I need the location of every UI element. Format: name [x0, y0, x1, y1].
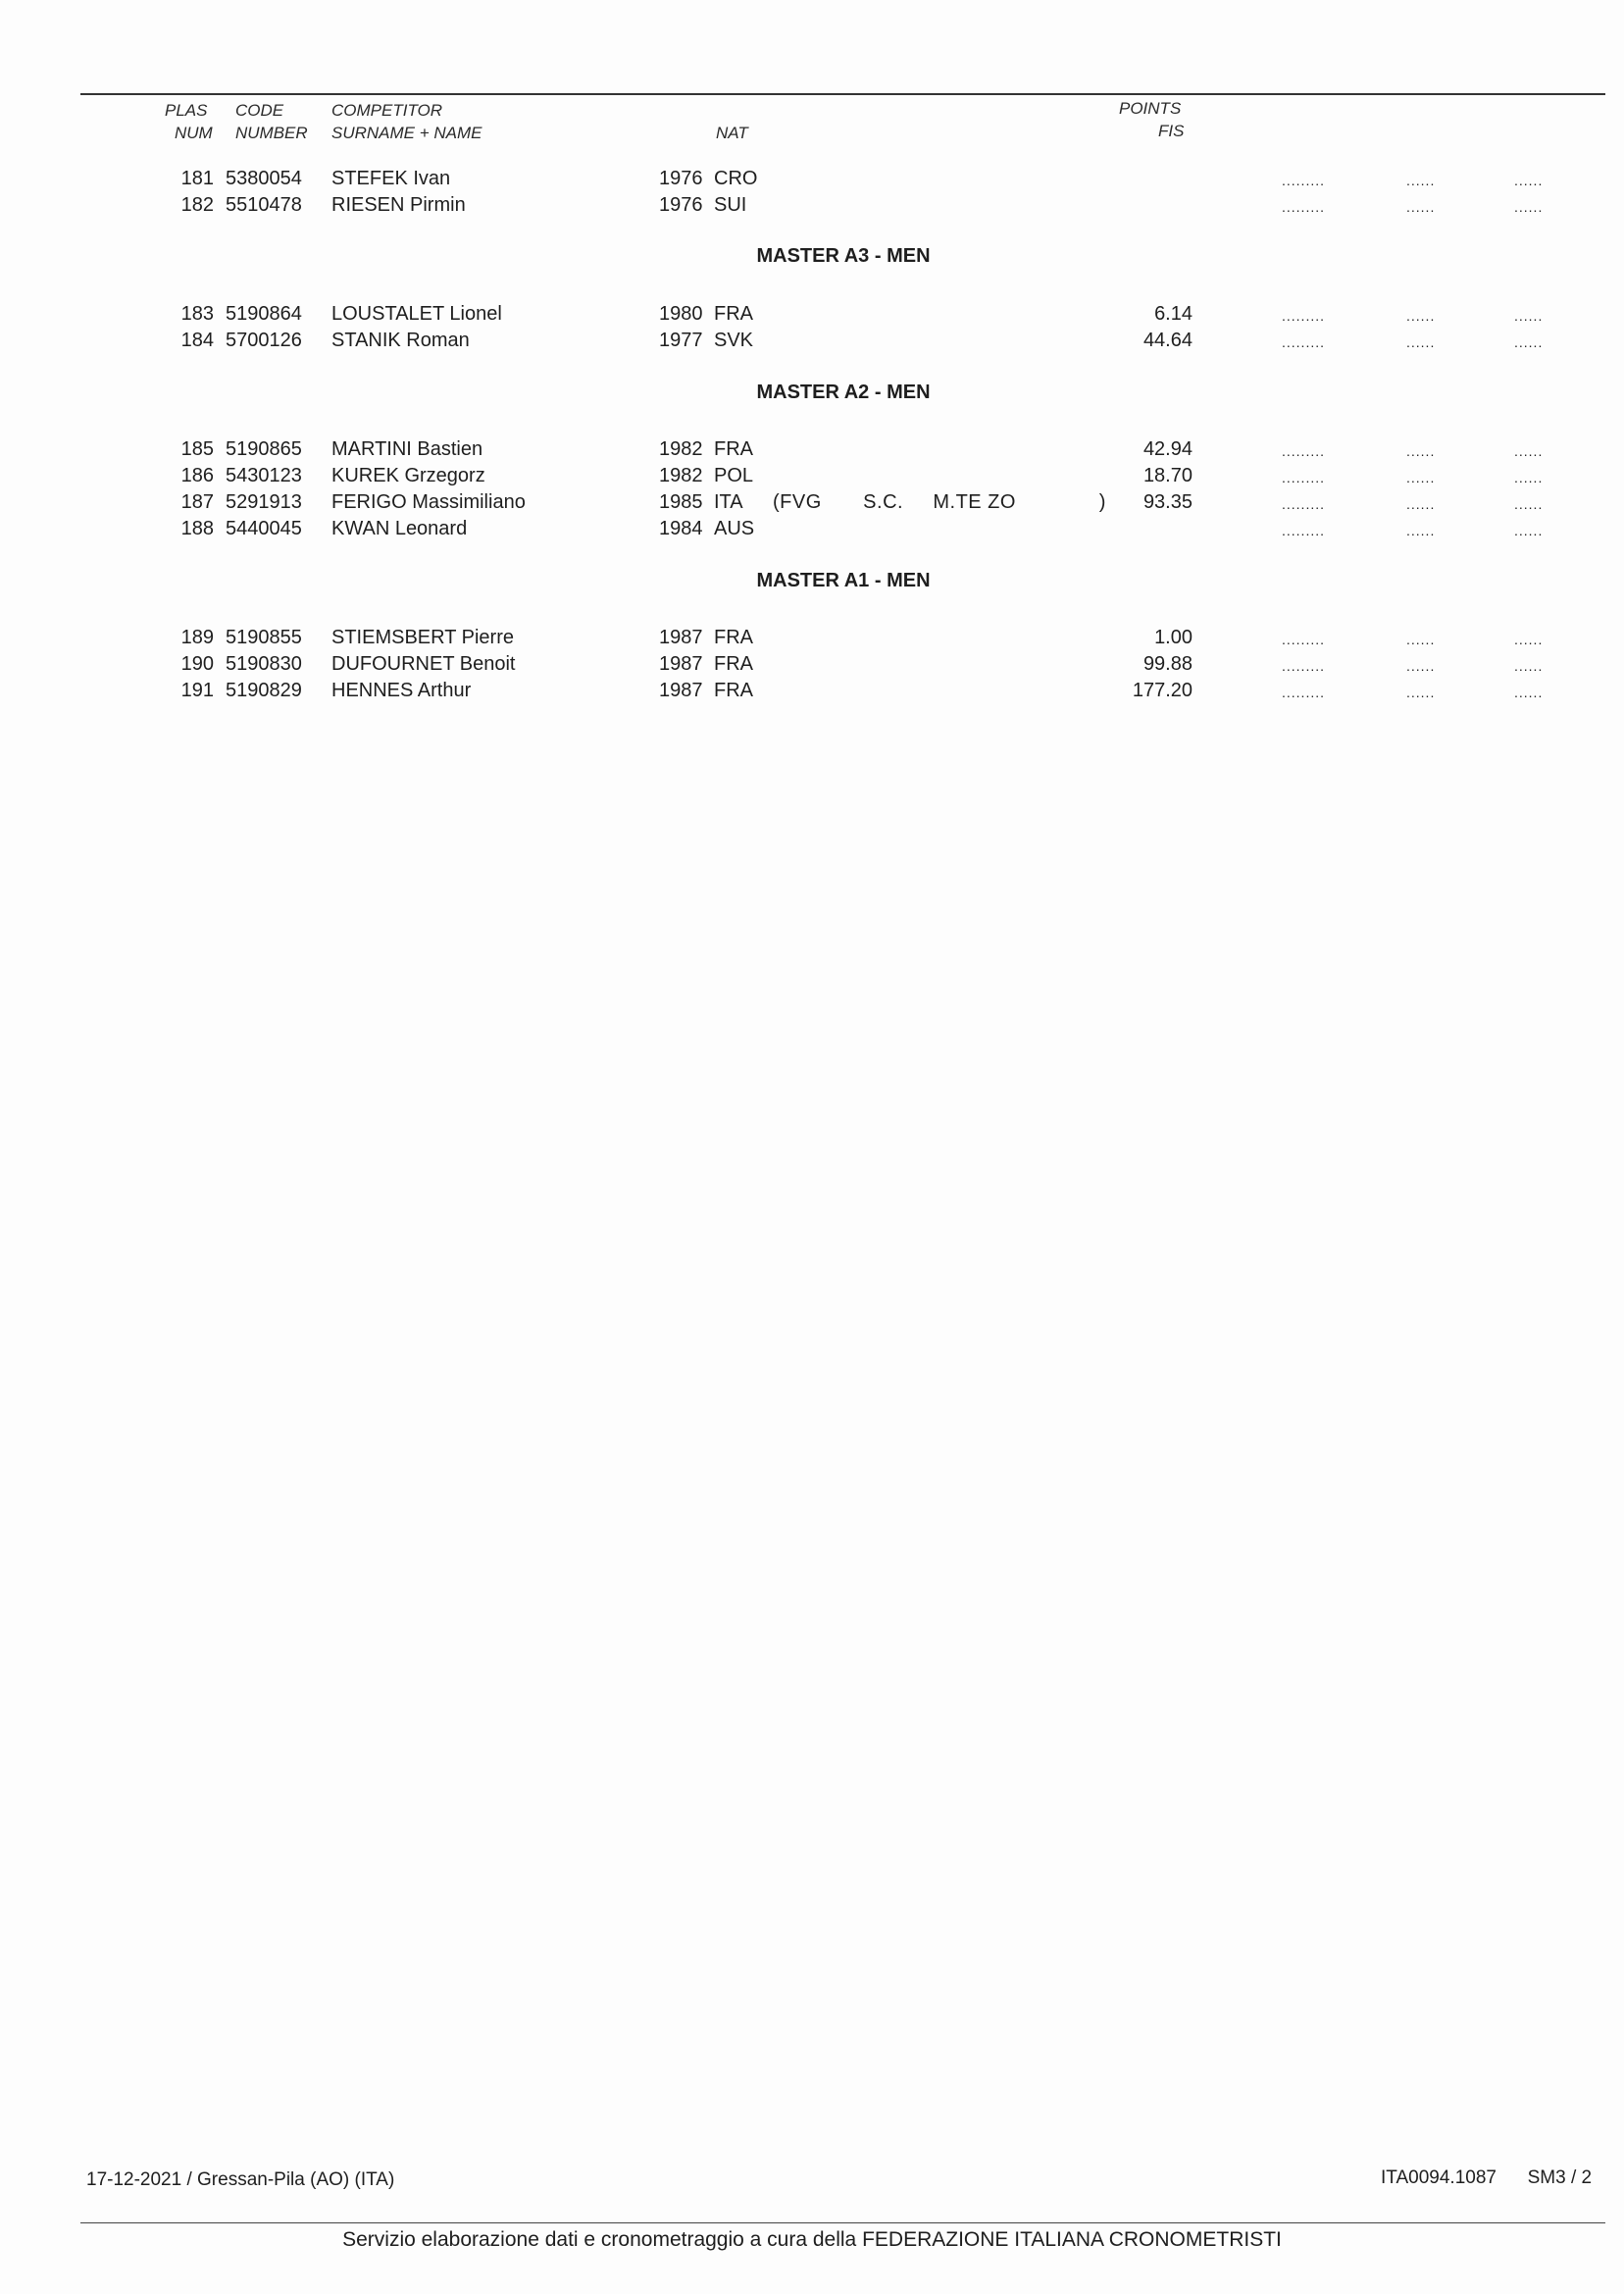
result-placeholder: ......: [1514, 632, 1544, 647]
top-rule: [80, 93, 1605, 95]
result-placeholder: ......: [1406, 173, 1436, 188]
fis-points: 1.00: [1154, 627, 1193, 648]
nation: FRA: [714, 627, 753, 648]
table-row: [0, 678, 1624, 704]
fis-points: 177.20: [1132, 680, 1193, 701]
result-placeholder: ......: [1406, 199, 1436, 215]
competitor-name: RIESEN Pirmin: [331, 194, 466, 216]
header-fis: FIS: [1158, 122, 1185, 140]
header-nat: NAT: [716, 124, 748, 142]
result-placeholder: .........: [1282, 523, 1326, 538]
result-placeholder: ......: [1406, 523, 1436, 538]
competitor-name: HENNES Arthur: [331, 680, 472, 701]
header-plas: PLAS: [165, 101, 208, 120]
result-placeholder: .........: [1282, 470, 1326, 485]
result-placeholder: .........: [1282, 685, 1326, 700]
result-placeholder: .........: [1282, 496, 1326, 512]
fis-points: 93.35: [1142, 491, 1193, 513]
table-row: [0, 463, 1624, 489]
birth-year: 1987: [659, 627, 703, 648]
table-row: [0, 328, 1624, 354]
result-placeholder: ......: [1514, 470, 1544, 485]
footer-doc-code: ITA0094.1087 SM3 / 2: [1381, 2167, 1593, 2188]
table-row: [0, 166, 1624, 192]
code-number: 5700126: [226, 330, 302, 351]
result-placeholder: ......: [1514, 658, 1544, 674]
place-number: 189: [180, 627, 214, 648]
section-title: MASTER A3 - MEN: [756, 245, 931, 267]
footer-service-note: Servizio elaborazione dati e cronometraggio a cura della FEDERAZIONE ITALIANA CRONOMETRISTI: [342, 2228, 1282, 2251]
nation: POL: [714, 465, 754, 486]
competitor-name: KWAN Leonard: [331, 518, 468, 539]
birth-year: 1985: [659, 491, 703, 513]
code-number: 5190829: [226, 680, 302, 701]
competitor-name: FERIGO Massimiliano: [331, 491, 526, 513]
birth-year: 1984: [659, 518, 703, 539]
result-placeholder: ......: [1514, 496, 1544, 512]
nation: AUS: [714, 518, 755, 539]
result-placeholder: .........: [1282, 334, 1326, 350]
result-placeholder: .........: [1282, 173, 1326, 188]
result-placeholder: ......: [1514, 685, 1544, 700]
place-number: 190: [180, 653, 214, 675]
place-number: 183: [180, 303, 214, 325]
birth-year: 1976: [659, 194, 703, 216]
header-number: NUMBER: [235, 124, 308, 142]
nation: SUI: [714, 194, 747, 216]
birth-year: 1987: [659, 680, 703, 701]
result-placeholder: ......: [1406, 658, 1436, 674]
competitor-name: STANIK Roman: [331, 330, 470, 351]
nation: FRA: [714, 680, 753, 701]
place-number: 185: [180, 438, 214, 460]
nation: CRO: [714, 168, 758, 189]
result-placeholder: .........: [1282, 199, 1326, 215]
result-placeholder: .........: [1282, 308, 1326, 324]
place-number: 191: [180, 680, 214, 701]
code-number: 5380054: [226, 168, 302, 189]
header-num: NUM: [175, 124, 213, 142]
table-row: [0, 436, 1624, 463]
table-row: [0, 516, 1624, 542]
table-row: [0, 192, 1624, 219]
birth-year: 1987: [659, 653, 703, 675]
fis-points: 18.70: [1142, 465, 1193, 486]
birth-year: 1977: [659, 330, 703, 351]
result-placeholder: ......: [1406, 632, 1436, 647]
result-placeholder: ......: [1406, 443, 1436, 459]
result-placeholder: ......: [1514, 523, 1544, 538]
code-number: 5190830: [226, 653, 302, 675]
result-placeholder: ......: [1514, 199, 1544, 215]
club-name: (FVG S.C. M.TE ZO ): [773, 491, 1106, 513]
result-placeholder: .........: [1282, 658, 1326, 674]
table-row: [0, 651, 1624, 678]
nation: FRA: [714, 438, 753, 460]
competitor-name: STEFEK Ivan: [331, 168, 451, 189]
result-placeholder: ......: [1406, 334, 1436, 350]
result-placeholder: ......: [1406, 470, 1436, 485]
place-number: 182: [180, 194, 214, 216]
result-placeholder: ......: [1406, 685, 1436, 700]
code-number: 5190865: [226, 438, 302, 460]
result-placeholder: .........: [1282, 443, 1326, 459]
code-number: 5190855: [226, 627, 302, 648]
fis-points: 44.64: [1142, 330, 1193, 351]
place-number: 186: [180, 465, 214, 486]
code-number: 5190864: [226, 303, 302, 325]
result-placeholder: ......: [1406, 308, 1436, 324]
table-row: [0, 625, 1624, 651]
header-competitor: COMPETITOR: [331, 101, 443, 120]
footer-date-place: 17-12-2021 / Gressan-Pila (AO) (ITA): [86, 2169, 395, 2190]
code-number: 5510478: [226, 194, 302, 216]
section-title: MASTER A2 - MEN: [756, 382, 931, 403]
code-number: 5430123: [226, 465, 302, 486]
fis-points: 6.14: [1154, 303, 1193, 325]
nation: ITA: [714, 491, 743, 513]
fis-points: 42.94: [1142, 438, 1193, 460]
nation: FRA: [714, 303, 753, 325]
competitor-name: DUFOURNET Benoit: [331, 653, 516, 675]
table-row: [0, 489, 1624, 516]
place-number: 181: [180, 168, 214, 189]
birth-year: 1976: [659, 168, 703, 189]
nation: SVK: [714, 330, 754, 351]
header-points: POINTS: [1119, 99, 1182, 118]
result-placeholder: .........: [1282, 632, 1326, 647]
place-number: 184: [180, 330, 214, 351]
competitor-name: LOUSTALET Lionel: [331, 303, 502, 325]
birth-year: 1982: [659, 438, 703, 460]
result-placeholder: ......: [1514, 173, 1544, 188]
nation: FRA: [714, 653, 753, 675]
result-placeholder: ......: [1514, 443, 1544, 459]
table-row: [0, 301, 1624, 328]
bottom-rule: [80, 2222, 1605, 2223]
competitor-name: KUREK Grzegorz: [331, 465, 485, 486]
place-number: 188: [180, 518, 214, 539]
header-code: CODE: [235, 101, 284, 120]
code-number: 5291913: [226, 491, 302, 513]
header-surname-name: SURNAME + NAME: [331, 124, 482, 142]
competitor-name: MARTINI Bastien: [331, 438, 483, 460]
section-title: MASTER A1 - MEN: [756, 570, 931, 591]
fis-points: 99.88: [1142, 653, 1193, 675]
code-number: 5440045: [226, 518, 302, 539]
result-placeholder: ......: [1514, 308, 1544, 324]
result-placeholder: ......: [1514, 334, 1544, 350]
result-placeholder: ......: [1406, 496, 1436, 512]
birth-year: 1982: [659, 465, 703, 486]
place-number: 187: [180, 491, 214, 513]
competitor-name: STIEMSBERT Pierre: [331, 627, 514, 648]
birth-year: 1980: [659, 303, 703, 325]
